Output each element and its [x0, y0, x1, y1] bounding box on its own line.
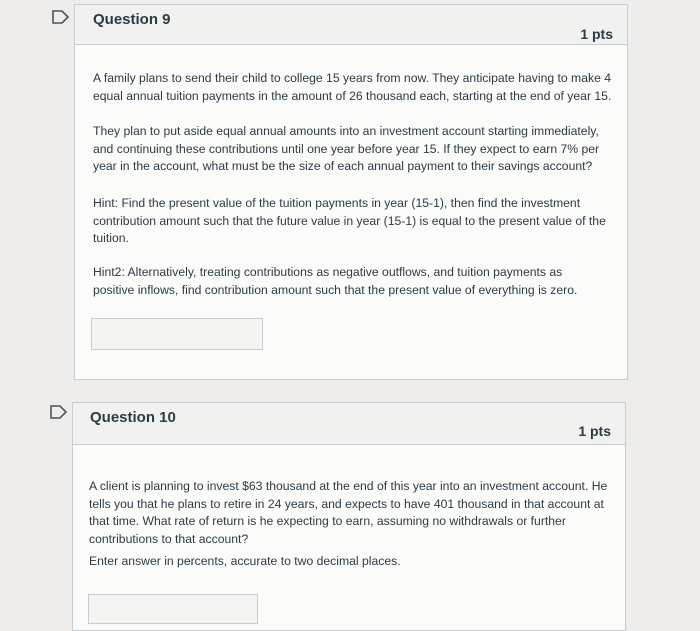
question-9-hint2: Hint2: Alternatively, treating contributions as negative outflows, and tuition payments as positive inflows, find contribution amount such that the present value of everything is zero. — [93, 265, 578, 297]
flag-question-9-icon[interactable] — [52, 10, 70, 24]
question-9-paragraph: A family plans to send their child to college 15 years from now. They anticipate having to make 4 equal annual tuition payments in the amount of 26 thousand each, starting at the end of year 15. — [93, 71, 612, 103]
question-10-paragraph: A client is planning to invest $63 thousand at the end of this year into an investment account. He tells you that he plans to retire in 24 years, and expects to have 401 thousand in that account at that time. What rate of return is he expecting to earn, assuming no withdrawals or further contributions to that account? — [89, 479, 608, 546]
question-9-answer-input[interactable] — [91, 318, 263, 350]
question-10-body — [73, 445, 625, 630]
flag-question-10-icon[interactable] — [50, 405, 68, 419]
question-9-header — [75, 5, 627, 45]
question-9-hint: Hint: Find the present value of the tuition payments in year (15-1), then find the investment contribution amount such that the future value in year (15-1) is equal to the present value of the tuition. — [93, 196, 606, 245]
question-10-points: 1 pts — [578, 423, 611, 439]
question-9-card — [74, 4, 628, 380]
question-10-header — [73, 403, 625, 445]
question-9-points: 1 pts — [580, 26, 613, 42]
question-9-body — [75, 45, 627, 379]
question-10-title: Question 10 — [90, 409, 176, 426]
question-10-answer-input[interactable] — [88, 594, 258, 624]
question-10-instruction: Enter answer in percents, accurate to two decimal places. — [89, 554, 401, 568]
question-10-card — [72, 402, 626, 631]
question-9-paragraph: They plan to put aside equal annual amounts into an investment account starting immediately, and continuing these contributions until one year before year 15. If they expect to earn 7% per year in the account, what must be the size of each annual payment to their savings account? — [93, 124, 600, 173]
question-9-title: Question 9 — [93, 11, 171, 28]
